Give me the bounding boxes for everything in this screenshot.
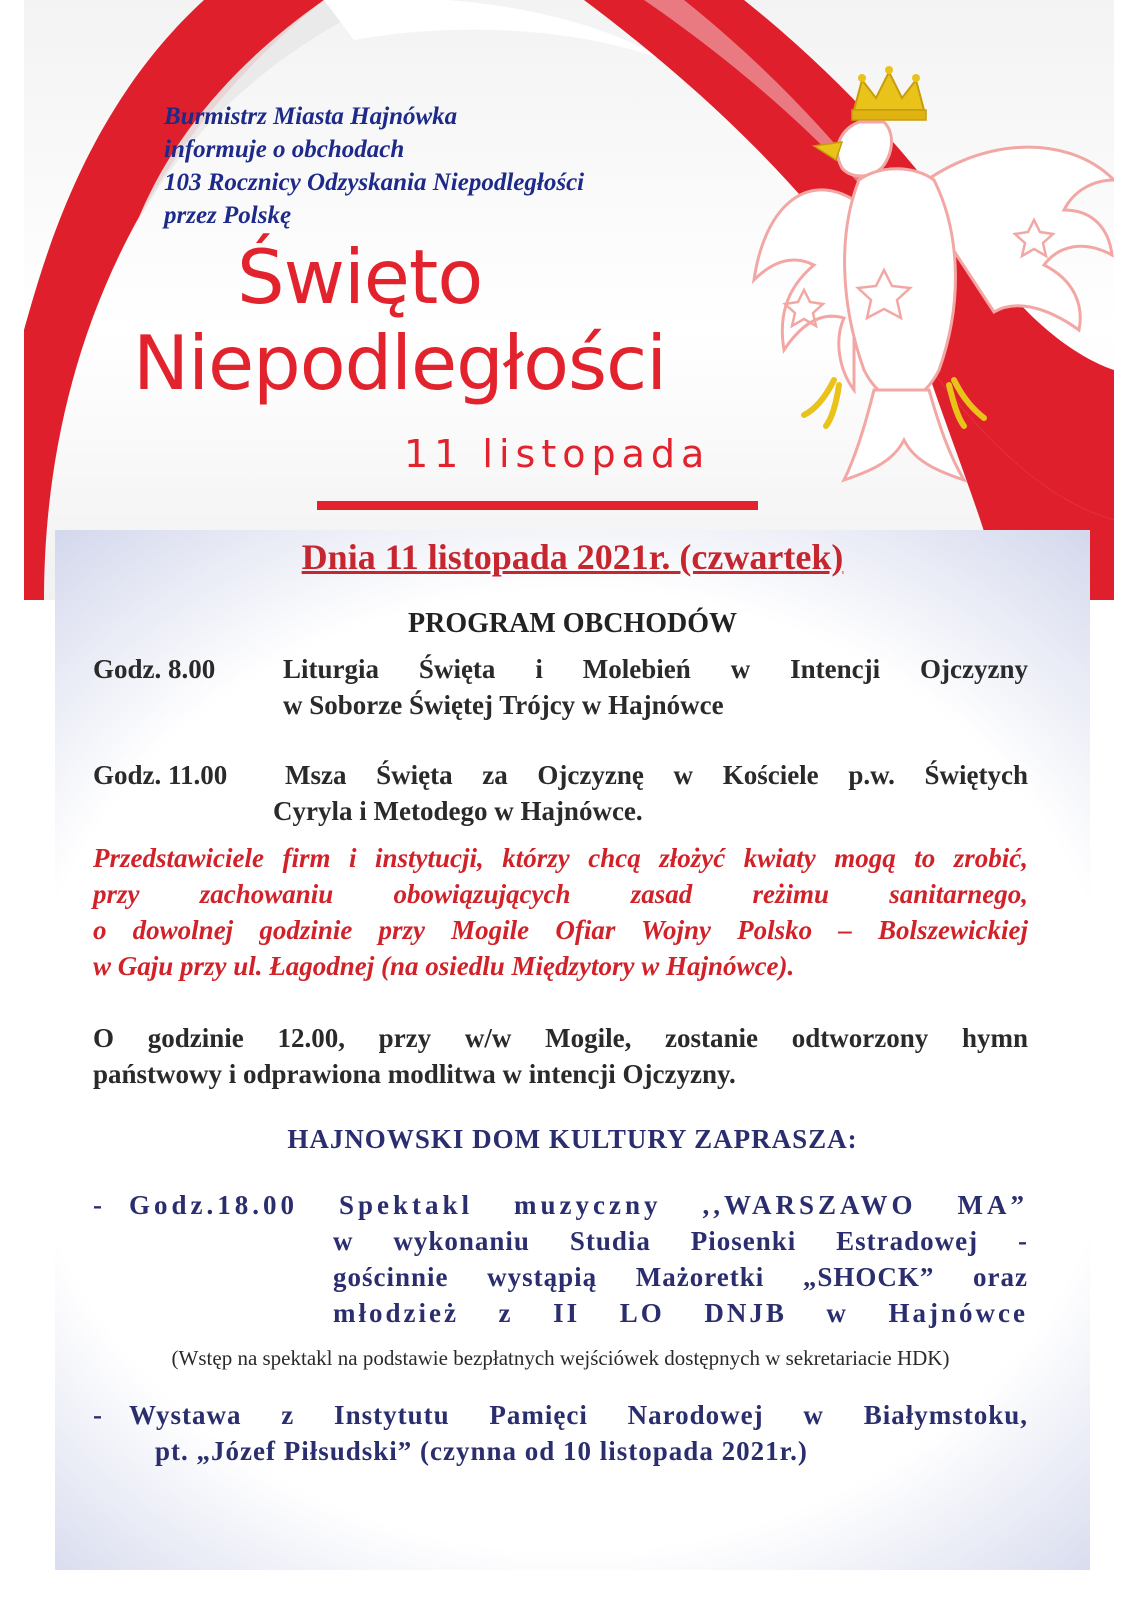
- anthem-notice: [93, 1020, 1028, 1092]
- holiday-title: [133, 234, 773, 406]
- anthem-notice-line: państwowy i odprawiona modlitwa w intencji Ojczyzny.: [93, 1059, 736, 1089]
- flowers-notice-line: przy zachowaniu obowiązujących zasad reżimu sanitarnego,: [93, 879, 1028, 909]
- hdk-event-line: w wykonaniu Studia Piosenki Estradowej -: [333, 1226, 1028, 1256]
- intro-line: Burmistrz Miasta Hajnówka: [164, 103, 458, 130]
- anthem-notice-line: O godzinie 12.00, przy w/w Mogile, zostanie odtworzony hymn: [93, 1023, 1028, 1053]
- program-item-description: Liturgia Święta i Molebień w Intencji Ojczyzny: [283, 654, 1028, 684]
- program-heading: PROGRAM OBCHODÓW: [408, 608, 737, 639]
- program-item-description: Msza Święta za Ojczyznę w Kościele p.w. Świętych: [285, 760, 1028, 790]
- hdk-event-line: Godz.18.00 Spektakl muzyczny ,,WARSZAWO MA”: [129, 1190, 1028, 1220]
- program-item-description: Cyryla i Metodego w Hajnówce.: [273, 796, 643, 826]
- list-dash: -: [93, 1400, 102, 1430]
- list-dash: -: [93, 1190, 102, 1220]
- holiday-date: 11 listopada: [404, 432, 711, 476]
- intro-announcement: [164, 100, 784, 232]
- intro-line: 103 Rocznicy Odzyskania Niepodległości: [164, 169, 585, 196]
- event-date: Dnia 11 listopada 2021r. (czwartek): [301, 537, 844, 577]
- hdk-event-line: młodzież z II LO DNJB w Hajnówce: [333, 1298, 1028, 1328]
- flowers-notice-line: o dowolnej godzinie przy Mogile Ofiar Wojny Polsko – Bolszewickiej: [93, 915, 1028, 945]
- exhibition-line: Wystawa z Instytutu Pamięci Narodowej w Białymstoku,: [129, 1400, 1028, 1430]
- exhibition-line: pt. „Józef Piłsudski” (czynna od 10 listopada 2021r.): [155, 1436, 808, 1466]
- hdk-heading: HAJNOWSKI DOM KULTURY ZAPRASZA:: [287, 1124, 858, 1154]
- program-item-description: w Soborze Świętej Trójcy w Hajnówce: [283, 690, 724, 720]
- white-eagle-emblem-icon: [744, 50, 1114, 530]
- intro-line: przez Polskę: [164, 202, 292, 229]
- holiday-title-line2: Niepodległości: [133, 319, 667, 407]
- flowers-notice-line: w Gaju przy ul. Łagodnej (na osiedlu Międzytory w Hajnówce).: [93, 951, 795, 981]
- program-item-time: Godz. 8.00: [93, 654, 216, 684]
- program-item-time: Godz. 11.00: [93, 760, 228, 790]
- flowers-notice: [93, 840, 1028, 984]
- red-divider-bar: [317, 501, 758, 510]
- holiday-title-line1: Święto: [237, 233, 483, 321]
- gold-crown-icon: [852, 66, 926, 120]
- ticket-note: (Wstęp na spektakl na podstawie bezpłatnych wejściówek dostępnych w sekretariacie HDK): [171, 1346, 950, 1370]
- flowers-notice-line: Przedstawiciele firm i instytucji, którzy chcą złożyć kwiaty mogą to zrobić,: [93, 843, 1028, 873]
- program-panel: [55, 530, 1090, 1570]
- intro-line: informuje o obchodach: [164, 136, 405, 163]
- hdk-event-line: gościnnie wystąpią Mażoretki „SHOCK” oraz: [333, 1262, 1028, 1292]
